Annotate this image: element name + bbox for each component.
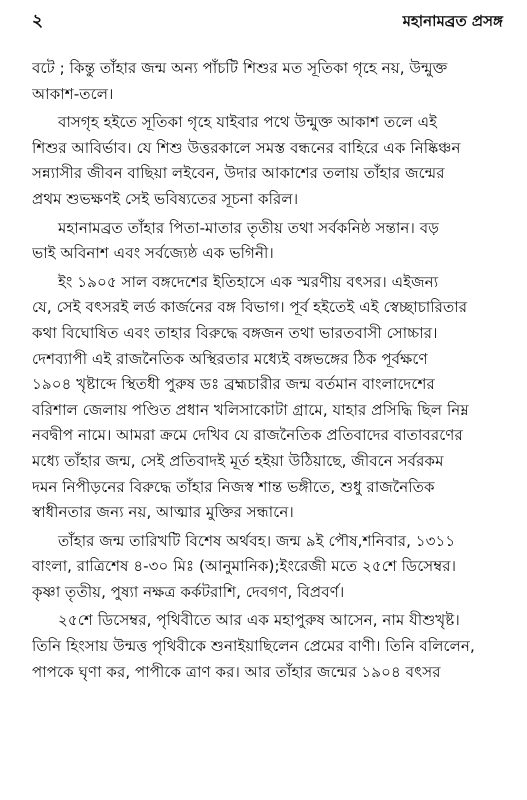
text-line: নবদ্বীপ নামে। আমরা ক্রমে দেখিব যে রাজনৈতিক প্রতিবাদের বাতাবরণের	[32, 426, 463, 445]
text-line: মধ্যে তাঁহার জন্ম, সেই প্রতিবাদই মূর্ত হইয়া উঠিয়াছে, জীবনে সর্বরকম	[32, 451, 444, 470]
body-text	[32, 56, 502, 685]
text-line: দেশব্যাপী এই রাজনৈতিক অস্থিরতার মধ্যেই বঙ্গভঙ্গের ঠিক পূর্বক্ষণে	[32, 349, 428, 368]
text-line: ভাই অবিনাশ এবং সর্বজ্যেষ্ঠ এক ভগিনী।	[32, 244, 274, 263]
text-line: বরিশাল জেলায় পণ্ডিত প্রধান খলিসাকোটা গ্রামে, যাহার প্রসিদ্ধি ছিল নিম্ন	[32, 400, 469, 419]
text-line: বটে ; কিন্তু তাঁহার জন্ম অন্য পাঁচটি শিশুর মত সূতিকা গৃহে নয়, উন্মুক্ত	[32, 59, 448, 77]
text-line: দমন নিপীড়নের বিরুদ্ধে তাঁহার নিজস্ব শান্ত ভঙ্গীতে, শুধু রাজনৈতিক	[32, 477, 435, 496]
text-line: মহানামব্রত তাঁহার পিতা-মাতার তৃতীয় তথা সর্বকনিষ্ঠ সন্তান। বড়	[58, 218, 440, 237]
text-line: শিশুর আবির্ভাব। যে শিশু উত্তরকালে সমস্ত বন্ধনের বাহিরে এক নিষ্কিঞ্চন	[32, 138, 461, 157]
text-line: ১৯০৪ খৃষ্টাব্দে স্থিতধী পুরুষ ডঃ ব্রহ্মচারীর জন্ম বর্তমান বাংলাদেশের	[32, 375, 435, 394]
text-line: যে, সেই বৎসরই লর্ড কার্জনের বঙ্গ বিভাগ। পূর্ব হইতেই এই স্বেচ্ছাচারিতার	[32, 298, 468, 317]
text-line: ইং ১৯০৫ সাল বঙ্গদেশের ইতিহাসে এক স্মরণীয় বৎসর। এইজন্য	[58, 272, 439, 291]
page-number: ২	[32, 11, 44, 31]
text-line: ২৫শে ডিসেম্বর, পৃথিবীতে আর এক মহাপুরুষ আসেন, নাম যীশুখৃষ্ট।	[58, 611, 460, 630]
text-line: তিনি হিংসায় উন্মত্ত পৃথিবীকে শুনাইয়াছিলেন প্রেমের বাণী। তিনি বলিলেন,	[32, 637, 475, 656]
text-line: বাসগৃহ হইতে সূতিকা গৃহে যাইবার পথে উন্মুক্ত আকাশ তলে এই	[58, 113, 438, 132]
text-line: তাঁহার জন্ম তারিখটি বিশেষ অর্থবহ। জন্ম ৯ই পৌষ,শনিবার, ১৩১১	[58, 531, 456, 550]
page-header	[32, 8, 503, 34]
text-line: বাংলা, রাত্রিশেষ ৪-৩০ মিঃ (আনুমানিক);ইংরেজী মতে ২৫শে ডিসেম্বর।	[32, 557, 457, 576]
text-line: আকাশ-তলে।	[32, 84, 114, 103]
running-title: মহানামব্রত প্রসঙ্গ	[402, 12, 503, 30]
text-line: সন্ন্যাসীর জীবন বাছিয়া লইবেন, উদার আকাশের তলায় তাঁহার জন্মের	[32, 164, 445, 183]
text-line: স্বাধীনতার জন্য নয়, আত্মার মুক্তির সন্ধানে।	[32, 503, 294, 522]
text-line: প্রথম শুভক্ষণই সেই ভবিষ্যতের সূচনা করিল।	[32, 189, 299, 208]
text-line: পাপকে ঘৃণা কর, পাপীকে ত্রাণ কর। আর তাঁহার জন্মের ১৯০৪ বৎসর	[32, 662, 441, 681]
text-line: কৃষ্ণা তৃতীয়, পুষ্যা নক্ষত্র কর্কটরাশি, দেবগণ, বিপ্রবর্ণ।	[32, 582, 345, 601]
text-line: কথা বিঘোষিত এবং তাহার বিরুদ্ধে বঙ্গজন তথা ভারতবাসী সোচ্চার।	[32, 323, 438, 342]
